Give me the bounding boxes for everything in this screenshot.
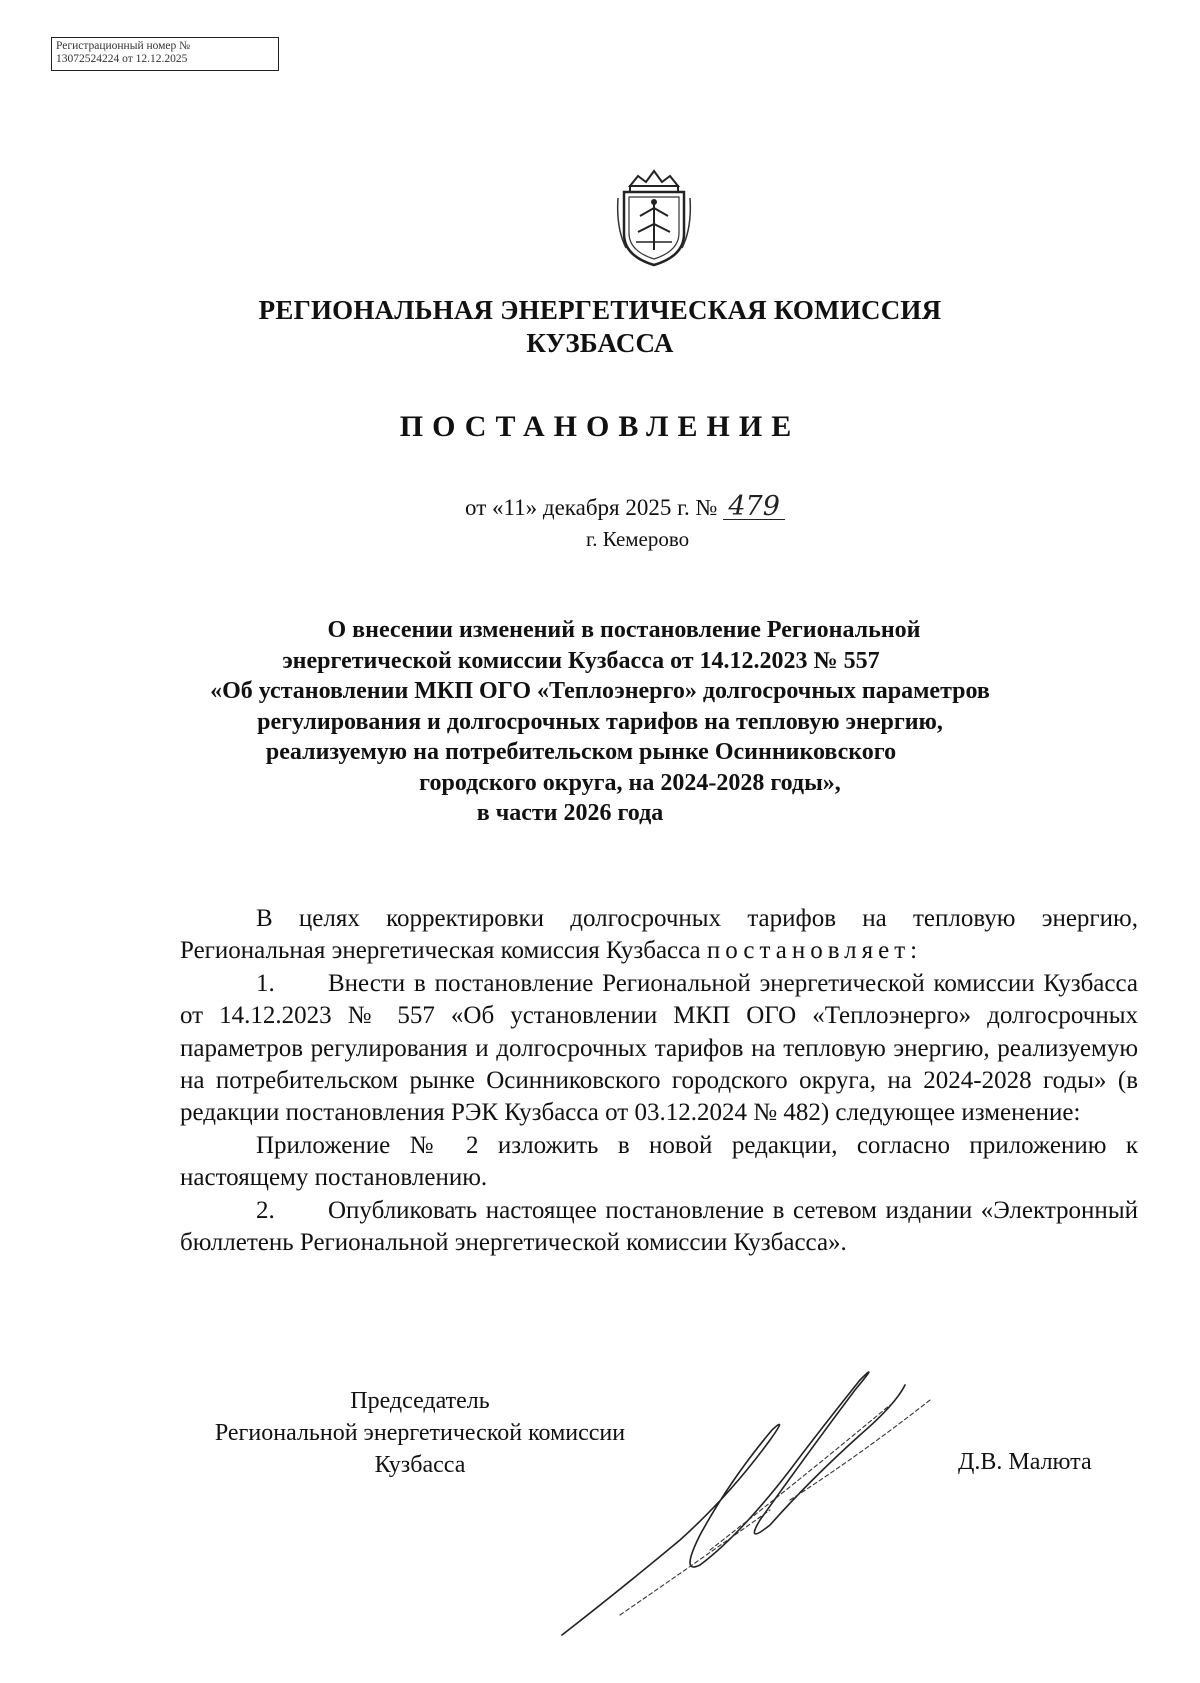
document-number: 479 — [723, 495, 785, 520]
registration-label: Регистрационный номер № — [56, 40, 191, 52]
date-line — [465, 491, 785, 522]
signer-region: Кузбасса — [374, 1452, 466, 1478]
resolves-text: постановляет: — [706, 937, 923, 965]
title-line: городского округа, на 2024-2028 годы», — [419, 769, 841, 796]
title-line: «Об установлении МКП ОГО «Теплоэнерго» долгосрочных параметров — [210, 678, 990, 704]
date-text: от «11» декабря 2025 г. № — [465, 495, 718, 520]
signer-name: Д.В. Малюта — [958, 1449, 1092, 1475]
signer-organization: Региональной энергетической комиссии — [214, 1420, 626, 1446]
preamble-paragraph — [180, 903, 1138, 968]
document-type: ПОСТАНОВЛЕНИЕ — [399, 410, 801, 443]
item-2-paragraph — [180, 1195, 1138, 1260]
organization-line-1: РЕГИОНАЛЬНАЯ ЭНЕРГЕТИЧЕСКАЯ КОМИССИЯ — [258, 295, 942, 325]
title-line: регулирования и долгосрочных тарифов на тепловую энергию, — [257, 708, 943, 735]
preamble-text: В целях корректировки долгосрочных тарифов на тепловую энергию, Региональная энергетическая комиссия Кузбасса — [180, 905, 1138, 965]
item-1-paragraph — [180, 968, 1138, 1130]
title-line: в части 2026 года — [476, 800, 664, 826]
document-title — [150, 615, 1050, 829]
item-1-number: 1. — [256, 969, 275, 997]
organization-name — [0, 294, 1200, 360]
city: г. Кемерово — [586, 527, 690, 551]
registration-stamp — [51, 37, 279, 71]
title-line: О внесении изменений в постановление Региональной — [327, 617, 921, 643]
document-body — [180, 903, 1138, 1259]
item-2-text: Опубликовать настоящее постановление в сетевом издании «Электронный бюллетень Региональной энергетической комиссии Кузбасса». — [180, 1196, 1138, 1257]
item-1-text: Внести в постановление Региональной энергетической комиссии Кузбасса от 14.12.2023 № 557 «Об установлении МКП ОГО «Теплоэнерго» долгосрочных параметров регулирования и долгосрочных тарифов на тепловую энергию, реализуемую на потребительском рынке Осинниковского городского округа, на 2024-2028 годы» (в редакции постановления РЭК Кузбасса от 03.12.2024 № 482) следующее изменение: — [180, 969, 1138, 1127]
item-1-subparagraph: Приложение № 2 изложить в новой редакции, согласно приложению к настоящему постановлению. — [180, 1131, 1138, 1192]
organization-line-2: КУЗБАССА — [526, 328, 674, 358]
registration-number: 13072524224 от 12.12.2025 — [56, 53, 188, 65]
title-line: реализуемую на потребительском рынке Осинниковского — [265, 739, 897, 765]
kuzbass-coat-of-arms-icon — [616, 168, 692, 268]
title-line: энергетической комиссии Кузбасса от 14.12.2023 № 557 — [282, 647, 880, 674]
handwritten-signature — [560, 1360, 1000, 1650]
item-2-number: 2. — [256, 1196, 275, 1224]
signer-position: Председатель — [350, 1388, 490, 1414]
